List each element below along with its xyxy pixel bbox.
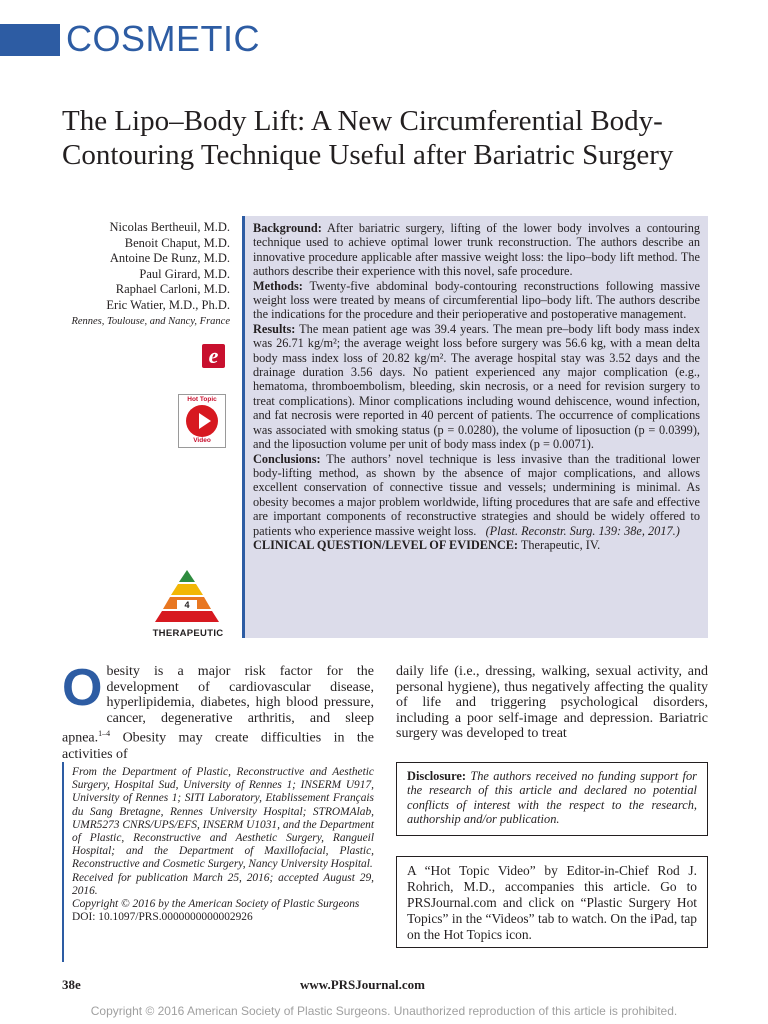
- copyright-notice: Copyright © 2016 American Society of Plastic Surgeons. Unauthorized reproduction of this article is prohibited.: [90, 1004, 678, 1018]
- hot-topic-video-icon[interactable]: [178, 394, 226, 448]
- reference-superscript: 1–4: [98, 729, 111, 739]
- background-label: Background:: [253, 221, 322, 235]
- section-label: COSMETIC: [66, 18, 261, 59]
- author-list: [50, 220, 230, 313]
- author: Antoine De Runz, M.D.: [109, 251, 230, 265]
- abstract-conclusions: Conclusions: The authors’ novel technique is less invasive than the traditional lower body-lifting method, as shown by the absence of major complications, and allows excellent conservation of connective tissue and vessels; undermining is minimal. As obesity becomes a major problem worldwide, lifting procedures that are safe and effective are important components of reconstructive strategies and should be widely offered to patients who experience massive weight loss. (Plast. Reconstr. Surg. 139: 38e, 2017.): [253, 451, 700, 538]
- disclosure-label: Disclosure:: [407, 769, 466, 783]
- body-column-left: Obesity is a major risk factor for the development of cardiovascular disease, hyperlipidemia, diabetes, high blood pressure, cancer, degenerative arthritis, and sleep apnea.$^{1-4}$ Obesity may create difficulties in the activities of: [62, 659, 375, 762]
- section-color-bar: [0, 24, 60, 56]
- journal-link[interactable]: www.PRSJournal.com: [300, 977, 425, 992]
- disclosure-text: The authors received no funding support for the research of this article and declared no potential conflicts of interest with the respect to the research, authorship and/or publication.: [407, 769, 697, 827]
- author: Paul Girard, M.D.: [139, 266, 230, 281]
- abstract-clinical: CLINICAL QUESTION/LEVEL OF EVIDENCE: Therapeutic, IV.: [253, 537, 601, 552]
- abstract-box: [242, 216, 708, 638]
- electronic-content-icon[interactable]: e: [202, 344, 225, 368]
- evidence-level: 4: [184, 600, 190, 610]
- hot-topic-note: A “Hot Topic Video” by Editor-in-Chief Rod J. Rohrich, M.D., accompanies this article. Go to PRSJournal.com and click on “Plastic Surgery Hot Topics” in the “Videos” tab to watch. On the iPad, tap on the Hot Topics icon.: [396, 856, 708, 948]
- author-locations: Rennes, Toulouse, and Nancy, France: [71, 316, 230, 327]
- author: Eric Watier, M.D., Ph.D.: [106, 297, 230, 312]
- page-number: 38e: [62, 977, 81, 992]
- abstract-methods: Methods: Twenty-five abdominal body-contouring reconstructions following massive weight loss were treated by means of circumferential lipo–body lift. The authors describe the indications for the procedure and their perioperative and postoperative management.: [253, 278, 700, 322]
- article-title: The Lipo–Body Lift: A New Circumferential Body-Contouring Technique Useful after Bariatric Surgery: [62, 105, 674, 171]
- conclusions-label: Conclusions:: [253, 451, 321, 466]
- author: Nicolas Bertheuil, M.D.: [109, 220, 230, 234]
- evidence-label: THERAPEUTIC: [152, 628, 224, 639]
- author: Benoit Chaput, M.D.: [124, 235, 230, 250]
- citation: (Plast. Reconstr. Surg. 139: 38e, 2017.): [485, 523, 680, 538]
- body-column-right: daily life (i.e., dressing, walking, sexual activity, and personal hygiene), thus negatively affecting the quality of life and triggering psychological disorders, including a poor self-image and depression. Bariatric surgery was developed to treat: [396, 664, 708, 742]
- hot-topic-label: Hot Topic: [187, 396, 217, 403]
- video-label: Video: [193, 437, 211, 444]
- results-label: Results:: [253, 321, 296, 336]
- affiliation-text: From the Department of Plastic, Reconstructive and Aesthetic Surgery, Hospital Sud, University of Rennes 1; INSERM U917, University of Rennes 1; SITI Laboratory, Etablissement Français du Sang Bretagne, Rennes University Hospital; STROMAlab, UMR5273 CNRS/UPS/EFS, INSERM U1031, and the Department of Plastic, Reconstructive and Aesthetic Surgery, Rangueil Hospital; and the Department of Maxillofacial, Plastic, Reconstructive and Cosmetic Surgery, Nancy University Hospital.: [72, 766, 374, 871]
- clinical-label: CLINICAL QUESTION/LEVEL OF EVIDENCE:: [253, 537, 519, 552]
- author: Raphael Carloni, M.D.: [115, 282, 230, 296]
- abstract-results: Results: The mean patient age was 39.4 years. The mean pre–body lift body mass index was 26.71 kg/m²; the average weight loss before surgery was 56.6 kg, with a mean delta body mass index loss of 20.82 kg/m². The average hospital stay was 3.52 days and the drainage duration 3.56 days. No patient experienced any major complication (e.g., hematoma, thromboembolism, bleeding, skin necrosis, or a need for revision surgery to treat complications). Minor complications including wound dehiscence, wound infection, and fat necrosis were reported in 40 percent of patients. The occurrence of complications was associated with smoking status (p = 0.0280), the volume of liposuction (p = 0.0399), and the liposuction volume per unit of body mass index (p = 0.0071).: [253, 321, 700, 452]
- methods-label: Methods:: [253, 278, 303, 293]
- drop-cap: O: [62, 659, 103, 717]
- doi[interactable]: DOI: 10.1097/PRS.0000000000002926: [72, 911, 253, 924]
- affiliation-note: [62, 762, 374, 962]
- disclosure-box: [396, 762, 708, 836]
- play-icon: [186, 405, 218, 437]
- received-dates: Received for publication March 25, 2016; accepted August 29, 2016.: [72, 871, 374, 897]
- copyright-text: Copyright © 2016 by the American Society of Plastic Surgeons: [72, 898, 360, 911]
- abstract-background: Background: After bariatric surgery, lifting of the lower body involves a contouring technique used to achieve optimal lower trunk reconstruction. The authors describe an innovative procedure applicable after massive weight loss: the lipo–body lift method. The authors describe their experience with this novel, safe procedure.: [253, 221, 700, 279]
- evidence-pyramid-icon: [148, 568, 226, 630]
